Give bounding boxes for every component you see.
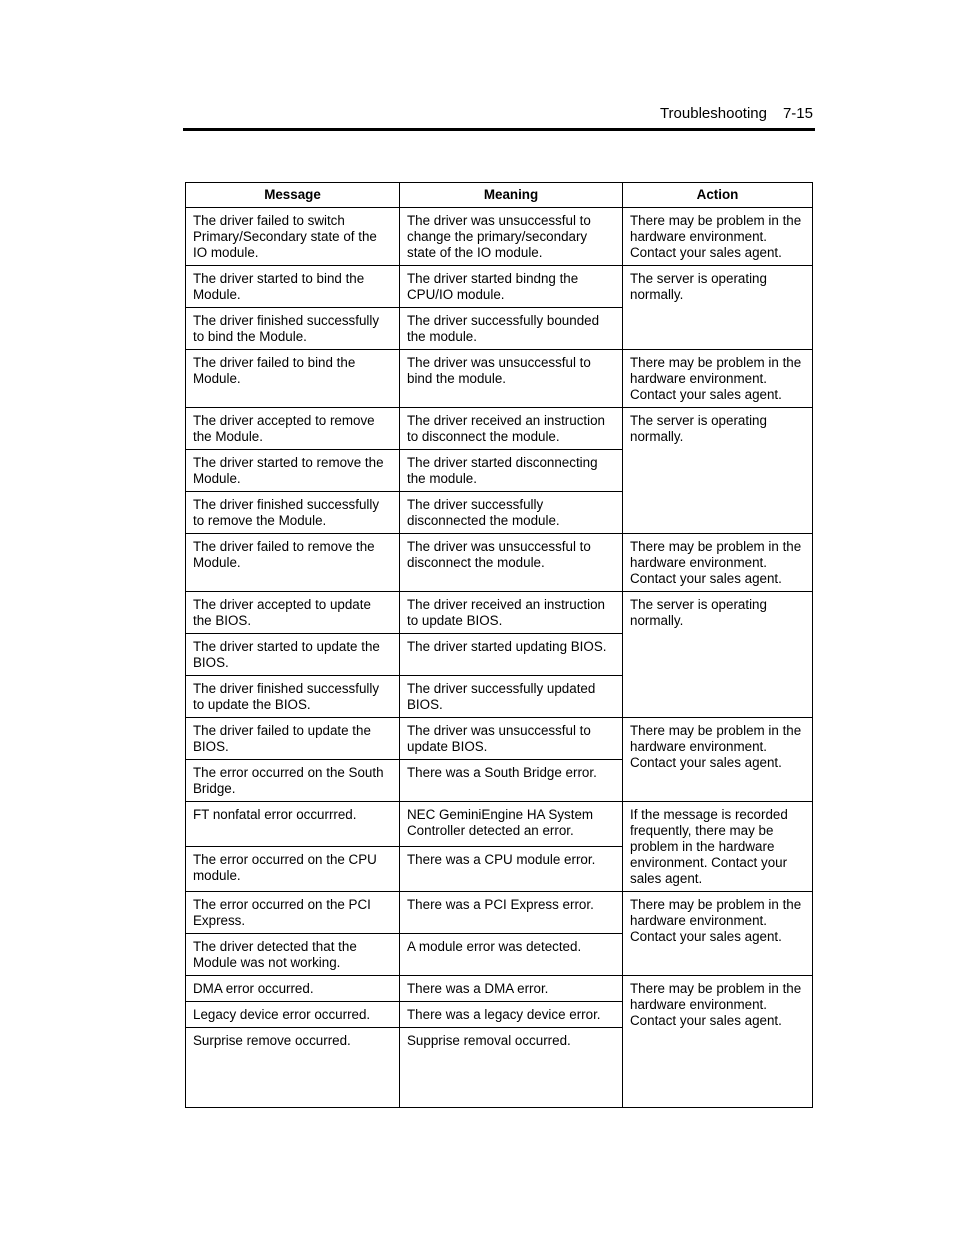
message-cell: The driver finished successfully to update the BIOS.	[186, 676, 400, 718]
meaning-cell: The driver was unsuccessful to change the primary/secondary state of the IO module.	[400, 208, 623, 266]
meaning-cell: The driver successfully disconnected the module.	[400, 492, 623, 534]
action-cell: If the message is recorded frequently, there may be problem in the hardware environment. Contact your sales agent.	[623, 802, 813, 892]
section-title: Troubleshooting	[659, 105, 767, 122]
running-header	[660, 105, 813, 122]
message-cell: The error occurred on the PCI Express.	[186, 892, 400, 934]
meaning-cell: The driver received an instruction to update BIOS.	[400, 592, 623, 634]
message-cell: The driver failed to update the BIOS.	[186, 718, 400, 760]
meaning-cell: The driver successfully updated BIOS.	[400, 676, 623, 718]
message-cell: DMA error occurred.	[186, 976, 400, 1002]
meaning-cell: There was a PCI Express error.	[400, 892, 623, 934]
meaning-cell: There was a South Bridge error.	[400, 760, 623, 802]
table-row	[186, 592, 813, 634]
action-cell: There may be problem in the hardware environment. Contact your sales agent.	[623, 208, 813, 266]
table-body	[186, 208, 813, 1108]
table-header-row	[186, 183, 813, 208]
meaning-cell: There was a DMA error.	[400, 976, 623, 1002]
message-cell: The driver finished successfully to bind the Module.	[186, 308, 400, 350]
message-cell: The driver started to bind the Module.	[186, 266, 400, 308]
table-row	[186, 208, 813, 266]
meaning-cell: The driver started bindng the CPU/IO module.	[400, 266, 623, 308]
table-row	[186, 976, 813, 1002]
action-cell: The server is operating normally.	[623, 408, 813, 534]
action-cell: There may be problem in the hardware environment. Contact your sales agent.	[623, 350, 813, 408]
page-number: 7-15	[782, 105, 813, 122]
table-row	[186, 350, 813, 408]
action-cell: There may be problem in the hardware environment. Contact your sales agent.	[623, 892, 813, 976]
message-cell: Surprise remove occurred.	[186, 1028, 400, 1108]
table-row	[186, 892, 813, 934]
table-row	[186, 718, 813, 760]
message-cell: The driver started to remove the Module.	[186, 450, 400, 492]
meaning-cell: The driver was unsuccessful to bind the module.	[400, 350, 623, 408]
message-cell: The driver failed to bind the Module.	[186, 350, 400, 408]
action-cell: There may be problem in the hardware environment. Contact your sales agent.	[623, 718, 813, 802]
message-cell: Legacy device error occurred.	[186, 1002, 400, 1028]
meaning-cell: There was a legacy device error.	[400, 1002, 623, 1028]
action-cell: The server is operating normally.	[623, 592, 813, 718]
column-header-meaning: Meaning	[400, 183, 623, 208]
meaning-cell: The driver received an instruction to disconnect the module.	[400, 408, 623, 450]
message-cell: The driver detected that the Module was not working.	[186, 934, 400, 976]
table-row	[186, 266, 813, 308]
action-cell: There may be problem in the hardware environment. Contact your sales agent.	[623, 534, 813, 592]
meaning-cell: The driver was unsuccessful to update BIOS.	[400, 718, 623, 760]
meaning-cell: The driver started disconnecting the module.	[400, 450, 623, 492]
message-cell: The driver failed to remove the Module.	[186, 534, 400, 592]
message-cell: The driver accepted to remove the Module.	[186, 408, 400, 450]
column-header-message: Message	[186, 183, 400, 208]
troubleshooting-table	[185, 182, 813, 1108]
meaning-cell: The driver started updating BIOS.	[400, 634, 623, 676]
meaning-cell: There was a CPU module error.	[400, 847, 623, 892]
message-cell: The driver accepted to update the BIOS.	[186, 592, 400, 634]
message-cell: FT nonfatal error occurrred.	[186, 802, 400, 847]
column-header-action: Action	[623, 183, 813, 208]
action-cell: The server is operating normally.	[623, 266, 813, 350]
meaning-cell: NEC GeminiEngine HA System Controller detected an error.	[400, 802, 623, 847]
table-row	[186, 534, 813, 592]
message-cell: The error occurred on the CPU module.	[186, 847, 400, 892]
table-row	[186, 802, 813, 847]
meaning-cell: The driver was unsuccessful to disconnect the module.	[400, 534, 623, 592]
message-cell: The driver started to update the BIOS.	[186, 634, 400, 676]
header-rule	[183, 128, 815, 131]
meaning-cell: A module error was detected.	[400, 934, 623, 976]
message-cell: The error occurred on the South Bridge.	[186, 760, 400, 802]
meaning-cell: Supprise removal occurred.	[400, 1028, 623, 1108]
message-cell: The driver failed to switch Primary/Secondary state of the IO module.	[186, 208, 400, 266]
action-cell: There may be problem in the hardware environment. Contact your sales agent.	[623, 976, 813, 1108]
message-cell: The driver finished successfully to remove the Module.	[186, 492, 400, 534]
page-header	[183, 104, 815, 131]
table-row	[186, 408, 813, 450]
meaning-cell: The driver successfully bounded the module.	[400, 308, 623, 350]
